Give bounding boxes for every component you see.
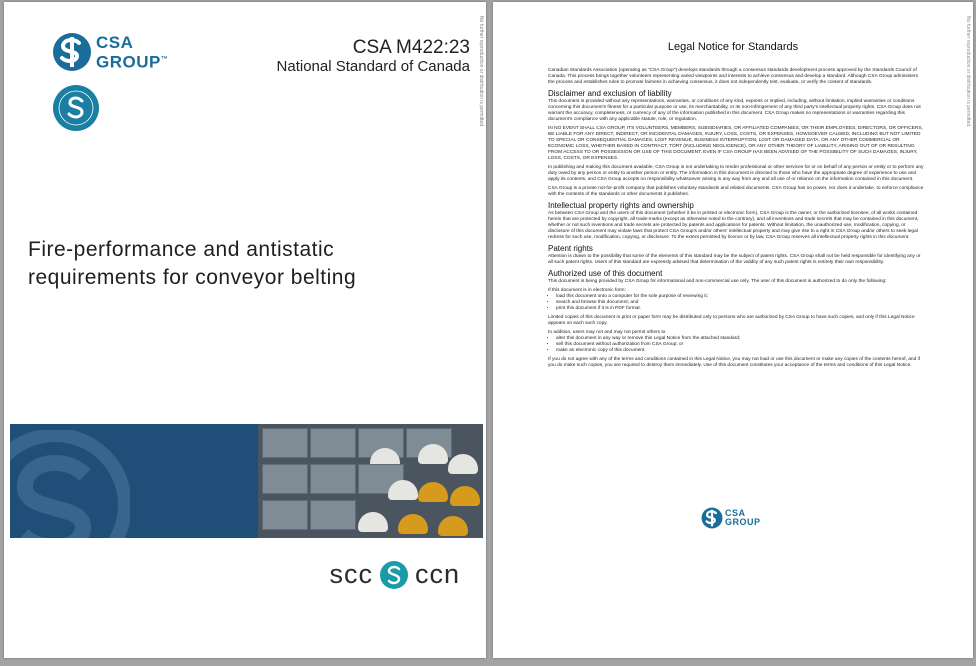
helmet	[438, 516, 468, 536]
title-line-2: requirements for conveyor belting	[28, 266, 357, 289]
patent-paragraph: Attention is drawn to the possibility that some of the elements of this standard may be the subject of patent rights. CSA Group shall not be held responsible for identifying any or all such patent rights. Users of this standard are expressly advised that determination of the validity of any such patent rights is entirely their own responsibility.	[548, 254, 921, 265]
helmet	[448, 454, 478, 474]
liability-paragraph: IN NO EVENT SHALL CSA GROUP, ITS VOLUNTEERS, MEMBERS, SUBSIDIARIES, OR AFFILIATED COMPANIES, OR THEIR EMPLOYEES, DIRECTORS, OR OFFICERS, BE LIABLE FOR ANY DIRECT, INDIRECT, OR INCIDENTAL DAMAGES, INJURY, LOSS, COSTS, OR EXPENSES, HOWSOEVER CAUSED, INCLUDING BUT NOT LIMITED TO SPECIAL OR CONSEQUENTIAL DAMAGES, LOST REVENUE, BUSINESS INTERRUPTION, LOST OR DAMAGED DATA, OR ANY OTHER COMMERCIAL OR ECONOMIC LOSS, WHETHER BASED IN CONTRACT, TORT (INCLUDING NEGLIGENCE), OR ANY OTHER THEORY OF LIABILITY, ARISING OUT OF OR RESULTING FROM ACCESS TO OR POSSESSION OR USE OF THIS DOCUMENT, EVEN IF CSA GROUP HAS BEEN ADVISED OF THE POSSIBILITY OF SUCH DAMAGES, INJURY, LOSS, COSTS, OR EXPENSES.	[548, 126, 923, 161]
helmet	[418, 482, 448, 502]
restrictions-paragraph: In addition, users may not and may not permit others to	[548, 330, 666, 335]
legal-notice-page	[493, 2, 973, 658]
acceptance-paragraph: If you do not agree with any of the terms and conditions contained in this Legal Notice, you may not load or use this document or make any copies of the contents hereof, and if you do make such copies, you are required to destroy them immediately. Use of this document constitutes your acceptance of the terms and conditions of this Legal Notice.	[548, 357, 920, 368]
standard-subtitle: National Standard of Canada	[276, 58, 470, 75]
intro-paragraph: Canadian Standards Association (operating as “CSA Group”) develops standards through a consensus standards development process approved by the Standards Council of Canada. This process brings together volunteers representing varied viewpoints and interests to achieve consensus and develop a standard. Although CSA Group administers the process and establishes rules to promote fairness in achieving consensus, it does not independently test, evaluate, or verify the content of standards.	[548, 68, 919, 85]
authorized-use-paragraph: This document is being provided by CSA Group for informational and non-commercial use only. The user of this document is authorized to do only the following:	[548, 279, 887, 284]
csa-logo-icon	[52, 32, 92, 72]
helmet	[388, 480, 418, 500]
copies-paragraph: Limited copies of this document in print or paper form may be distributed only to persons who are authorized by CSA Group to have such copies, and only if this Legal Notice appears on each such copy.	[548, 315, 915, 326]
csa-logo-icon	[701, 507, 723, 529]
locker	[310, 428, 356, 458]
services-paragraph: In publishing and making this document available, CSA Group is not undertaking to render professional or other services for or on behalf of any person or entity or to perform any duty owed by any person or entity to another person or entity. The information in this document is directed to those who have the appropriate degree of experience to use and apply its contents, and CSA Group accepts no responsibility whatsoever arising in any way from any and all use of or reliance on the information contained in this document.	[548, 165, 924, 182]
title-line-1: Fire-performance and antistatic	[28, 238, 335, 261]
csa-wordmark	[725, 509, 761, 527]
helmet	[398, 514, 428, 534]
locker	[310, 500, 356, 530]
csa-group-logo	[52, 32, 168, 72]
document-title	[28, 236, 458, 292]
reproduction-note: No further reproduction or distribution is permitted.	[965, 16, 971, 128]
locker	[262, 464, 308, 494]
helmet	[358, 512, 388, 532]
reproduction-note: No further reproduction or distribution is permitted.	[478, 16, 484, 128]
disclaimer-paragraph: This document is provided without any representations, warranties, or conditions of any kind, express or implied, including, without limitation, implied warranties or conditions concerning this document’s fitness for a particular purpose or use, its merchantability, or its non-infringement of any third party’s intellectual property rights. CSA Group does not warrant the accuracy, completeness, or currency of any of the information published in this document. CSA Group makes no representations or warranties regarding this document’s compliance with any applicable statute, rule, or regulation.	[548, 99, 921, 122]
csa-group-logo-small	[701, 507, 761, 529]
brand-line-2: GROUP	[725, 517, 761, 527]
locker	[262, 428, 308, 458]
locker	[310, 464, 356, 494]
helmet-locker-photo	[258, 424, 483, 538]
nonprofit-paragraph: CSA Group is a private not-for-profit company that publishes voluntary standards and related documents. CSA Group has no power, nor does it undertake, to enforce compliance with the contents of the standards or other documents it publishes.	[548, 186, 924, 197]
scc-ccn-logo	[329, 559, 460, 590]
electronic-form-paragraph: If this document is in electronic form:	[548, 288, 626, 293]
list-item: • sell this document without authorization from CSA Group; or	[556, 342, 924, 348]
csa-watermark-icon	[10, 430, 130, 538]
patent-heading: Patent rights	[548, 244, 593, 253]
brand-line-2: GROUP	[96, 52, 161, 72]
ip-paragraph: As between CSA Group and the users of this document (whether it be in printed or electronic form), CSA Group is the owner, or the authorized licensee, of all works contained herein that are protected by copyright, all trade-marks (except as otherwise noted to the contrary), and all inventions and trade secrets that may be contained in this document, whether or not such inventions and trade secrets are protected by patents and applications for patents. Without limitation, the unauthorized use, modification, copying, or disclosure of this document may violate laws that protect CSA Group’s and/or others’ intellectual property and may give rise to a right in CSA Group and/or others to seek legal redress for such use, modification, copying, or disclosure. To the extent permitted by licence or by law, CSA Group reserves all intellectual property rights in this document.	[548, 211, 919, 240]
csa-wordmark	[96, 34, 168, 71]
disclaimer-heading: Disclaimer and exclusion of liability	[548, 89, 672, 98]
standard-code: CSA M422:23	[352, 37, 470, 58]
list-item: • alter this document in any way or remove this Legal Notice from the attached standard;	[556, 336, 924, 342]
list-item: • load this document onto a computer for the sole purpose of reviewing it;	[556, 294, 924, 300]
scc-swirl-icon	[379, 560, 409, 590]
list-item: • search and browse this document; and	[556, 300, 924, 306]
cover-page	[4, 2, 486, 658]
ip-heading: Intellectual property rights and ownership	[548, 201, 694, 210]
ccn-text: ccn	[414, 559, 460, 589]
legal-notice-title: Legal Notice for Standards	[667, 41, 799, 53]
brand-line-1: CSA	[725, 508, 746, 518]
list-item: • make an electronic copy of this document.	[556, 348, 924, 354]
authorized-use-heading: Authorized use of this document	[548, 269, 663, 278]
prohibited-actions-list	[548, 336, 924, 354]
national-standard-seal-icon	[52, 84, 100, 132]
cover-image-band	[10, 424, 483, 538]
trademark-symbol: ™	[160, 55, 169, 63]
locker	[262, 500, 308, 530]
legal-notice-body	[548, 68, 924, 372]
scc-text: scc	[329, 559, 373, 589]
brand-line-1: CSA	[96, 32, 134, 52]
permitted-actions-list	[548, 294, 924, 312]
helmet	[450, 486, 480, 506]
list-item: • print this document if it is in PDF format.	[556, 306, 924, 312]
standard-designation	[277, 38, 470, 76]
